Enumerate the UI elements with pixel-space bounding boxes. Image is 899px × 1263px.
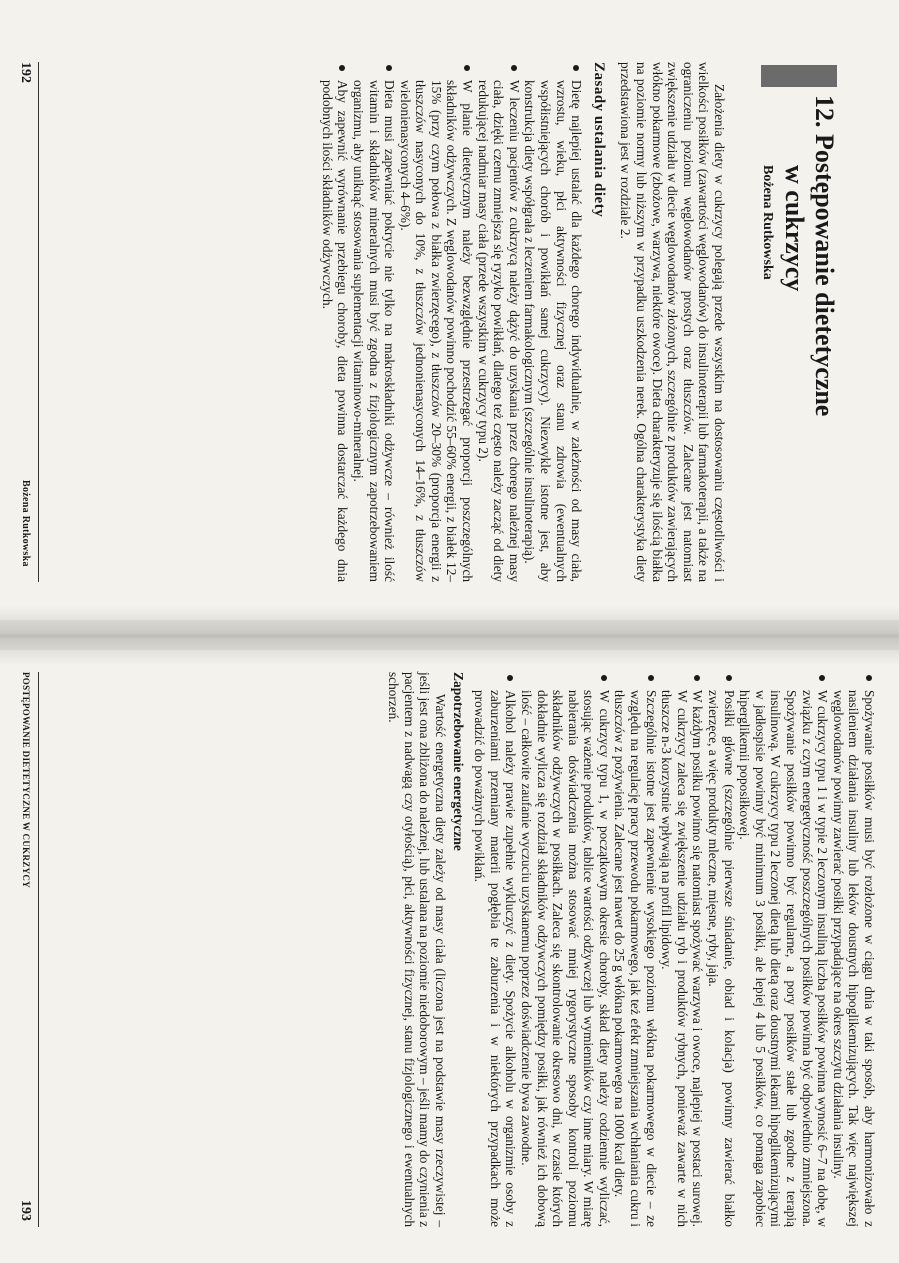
list-item: W cukrzycy typu 1 i w typie 2 leczonym insuliną liczba posiłków powinna wynosić 6–7 na dobę, w związku z czym energetyczność poszczególnych posiłków powinna być odpowiednio zmniejszona. Spożywanie posiłków powinno być regularne, a pory posiłków stałe lub zgodne z terapią insulinową. W cukrzycy typu 2 leczonej dietą lub dietą oraz doustnymi lekami hipoglikemizującymi w jadłospisie powinny być minimum 3 posiłki, ale lepiej 4 lub 5 posiłków, co pomaga zapobiec hiperglikemii poposiłkowej.: [737, 672, 831, 1227]
list-item: Alkohol należy prawie zupełnie wykluczyć z diety. Spożycie alkoholu w organizmie osoby z zaburzeniami przemiany materii pogłębia te zaburzenia i w niektórych przypadkach może prowadzić do poważnych powikłań.: [472, 672, 519, 1227]
rules-list: [319, 62, 584, 582]
list-item: W planie dietetycznym należy bezwzględnie przestrzegać proporcji poszczególnych składników odżywczych. Z węglowodanów powinno pochodzić 55–60% energii, z białek 12–15% (przy czym połowa z białka zwierzęcego), z tłuszczów 20–30% (proporcja energii z tłuszczów nasyconych do 10%, z tłuszczów jednonienasyconych 14–16%, z tłuszczów wielonienasyconych 4–6%).: [397, 62, 475, 582]
running-head: Bożena Rutkowska: [20, 480, 31, 567]
list-item: W każdym posiłku powinno się natomiast spożywać warzywa i owoce, najlepiej w postaci surowej. W cukrzycy zaleca się zwiększenie udziału ryb i produktów rybnych, ponieważ zawarte w nich tłuszcze n-3 korzystnie wpływają na profil lipidowy.: [659, 672, 706, 1227]
bullet-icon: [726, 675, 732, 681]
chapter-title: 12. Postępowanie dietetyczne: [810, 95, 839, 417]
list-item: Aby zapewnić wyrównanie przebiegu choroby, dieta powinna dostarczać każdego dnia podobnych ilości składników odżywczych.: [319, 62, 350, 582]
footer-rule: [38, 672, 39, 1227]
right-body: [386, 672, 877, 1227]
list-item: Dietę najlepiej ustalać dla każdego chorego indywidualnie, w zależności od masy ciała, wzrostu, wieku, płci aktywności fizycznej oraz stanu zdrowia (ewentualnych współistniejących chorób i powikłań samej cukrzycy). Niezwykle istotne jest, aby konstrukcja diety współgrała z leczeniem farmakologicznym (szczególnie insulinoterapią).: [522, 62, 584, 582]
list-item: Posiłki główne (szczególnie pierwsze śniadanie, obiad i kolacja) powinny zawierać białko zwierzęce, a więc produkty mleczne, mięsne, ryby, jaja.: [705, 672, 736, 1227]
bullet-icon: [573, 65, 579, 71]
rules-list-continued: [472, 672, 877, 1227]
bullet-icon: [507, 675, 513, 681]
page-number: 193: [18, 1200, 33, 1221]
page-number: 192: [18, 62, 33, 83]
chapter-heading: [759, 95, 839, 555]
list-item: Szczególnie istotne jest zapewnienie wysokiego poziomu włókna pokarmowego w diecie – ze względu na regulację pracy przewodu pokarmowego, jak też efekt zmniejszania wchłaniania cukru i tłuszczów z pożywienia. Zalecane jest nawet do 25 g włókna pokarmowego na 1000 kcal diety.: [612, 672, 659, 1227]
running-head: POSTĘPOWANIE DIETETYCZNE W CUKRZYCY: [21, 672, 31, 888]
bullet-icon: [511, 65, 517, 71]
left-body: [319, 62, 727, 582]
chapter-marker-bar: [761, 65, 837, 87]
intro-paragraph: Założenia diety w cukrzycy polegają przede wszystkim na dostosowaniu częstotliwości i wielkości posiłków (zawartości węglowodanów) do insulinoterapii lub farmakoterapii, a także na ograniczeniu poziomu węglowodanów prostych oraz tłuszczów. Zalecane jest natomiast zwiększenie udziału w diecie węglowodanów złożonych, szczególnie z produktów zawierających włókno pokarmowe (zbożowe, warzywa, niektóre owoce). Dieta charakteryzuje się ilością białka na poziomie normy lub niższym w przypadku uszkodzenia nerek. Ogólna charakterystyka diety przedstawiona jest w rozdziale 2.: [618, 62, 727, 582]
bullet-icon: [601, 675, 607, 681]
section-title: Zasady ustalania diety: [590, 62, 607, 218]
subsection-title: Zapotrzebowanie energetyczne: [450, 672, 466, 851]
bullet-icon: [648, 675, 654, 681]
bullet-icon: [694, 675, 700, 681]
chapter-subtitle: w cukrzycy: [780, 165, 809, 292]
bullet-icon: [464, 65, 470, 71]
list-item: W leczeniu pacjentów z cukrzycą należy dążyć do uzyskania przez chorego należnej masy ciała, dzięki czemu zmniejsza się ryzyko powikłań, dlatego też często należy zacząć od diety redukującej nadmiar masy ciała (przede wszystkim w cukrzycy typu 2).: [475, 62, 522, 582]
left-page: [0, 0, 899, 631]
bullet-icon: [339, 65, 345, 71]
right-page: [0, 632, 899, 1263]
bullet-icon: [866, 675, 872, 681]
bullet-icon: [819, 675, 825, 681]
list-item: Dieta musi zapewniać pokrycie nie tylko na makroskładniki odżywcze – również ilość witamin i składników mineralnych musi być zgodna z fizjologicznym zapotrzebowaniem organizmu, aby uniknąć stosowania suplementacji witaminowo-mineralnej.: [350, 62, 397, 582]
chapter-author: Bożena Rutkowska: [760, 165, 775, 280]
list-item: W cukrzycy typu 1, w początkowym okresie choroby, skład diety należy codziennie wyliczać, stosując ważenie produktów, tablice wartości odżywczej lub wymienników czy inne miary. W miarę nabierania doświadczenia można stosować mniej rygorystyczne sposoby kontroli poziomu składników odżywczych w posiłkach. Zaleca się skontrolowanie okresowo dni, w czasie których dokładnie wylicza się rozdział składników odżywczych pomiędzy posiłki, jak również ich dobową ilość – całkowite zaufanie wyczuciu uzyskanemu poprzez doświadczenie bywa zawodne.: [518, 672, 612, 1227]
energy-paragraph: Wartość energetyczna diety zależy od masy ciała (liczona jest na podstawie masy rzeczywistej – jeśli jest ona zbliżona do należnej, lub ustalana na poziomie niedoborowym – jeśli mamy do czynienia z pacjentem z nadwagą czy otyłością), płci, aktywności fizycznej, stanu fizjologicznego i ewentualnych schorzeń.: [386, 672, 448, 1227]
list-item: Spożywanie posiłków musi być rozłożone w ciągu dnia w taki sposób, aby harmonizowało z nasileniem działania insuliny lub leków doustnych hipoglikemizujących. Tak więc największej węglowodanów powinny zawierać posiłki przypadające na okres szczytu działania insuliny.: [830, 672, 877, 1227]
bullet-icon: [386, 65, 392, 71]
footer-rule: [38, 62, 39, 582]
